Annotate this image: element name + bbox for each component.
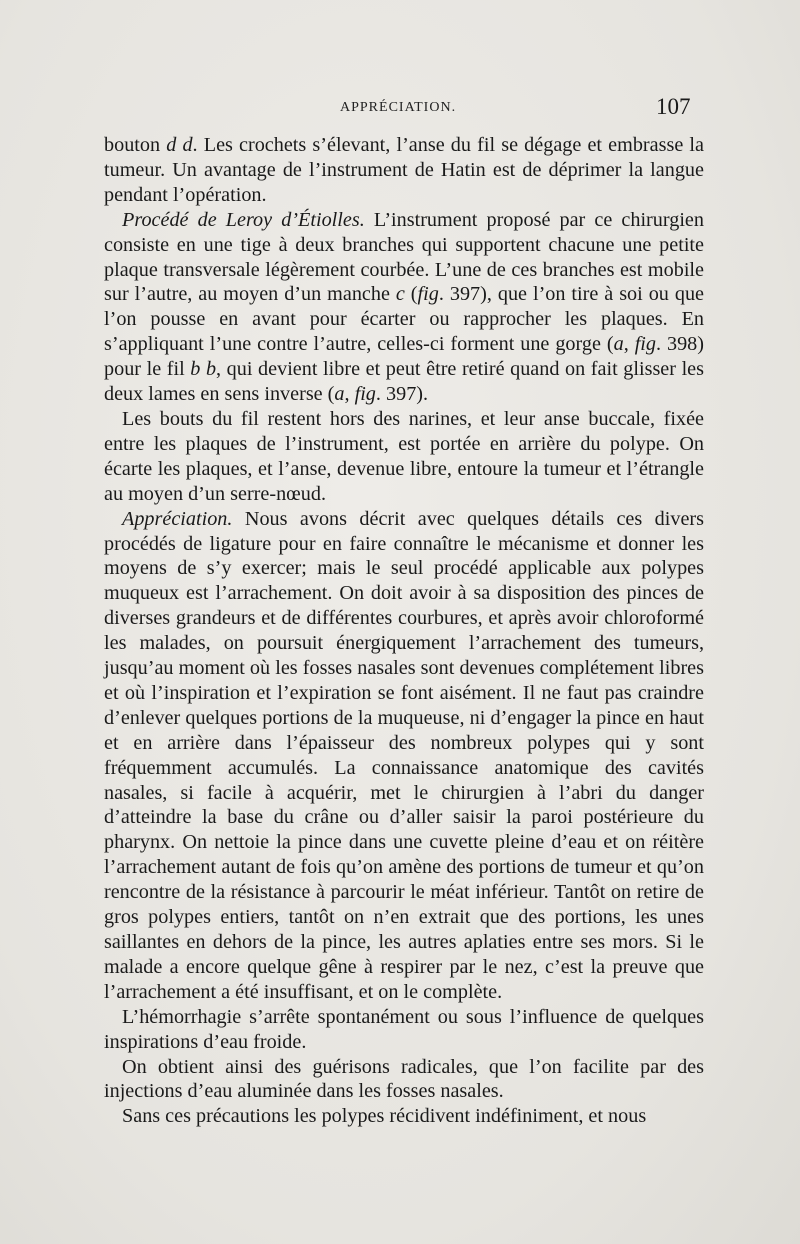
italic-text-segment: Appréciation. [122, 507, 233, 530]
text-segment: Sans ces précautions les polypes récidivent indéfiniment, et nous [122, 1105, 647, 1128]
italic-text-segment: fig [417, 283, 439, 306]
text-segment: , [623, 333, 635, 356]
running-title: APPRÉCIATION. [340, 100, 457, 115]
text-segment: L’instrument proposé par ce chirurgien consiste en une tige à deux branches qui supportent chacune une petite plaque transversale légèrement courbée. L’une de ces branches est mobile sur l’autre, au moyen d’un manche [104, 208, 704, 306]
paragraph [104, 407, 704, 507]
text-segment: . 398) pour le fil [104, 333, 704, 381]
text-segment: bouton [104, 134, 167, 156]
italic-text-segment: fig [354, 383, 376, 406]
text-segment: Les bouts du fil restent hors des narines, et leur anse buccale, fixée entre les plaques de l’instrument, est portée en arrière du polype. On écarte les plaques, et l’anse, devenue libre, entoure la tumeur et l’étrangle au moyen d’un serre-nœud. [104, 407, 704, 505]
text-segment: . 397). [375, 383, 429, 406]
paragraph [104, 208, 704, 407]
paragraph [104, 1055, 704, 1105]
italic-text-segment: fig [634, 333, 656, 356]
paragraph [104, 133, 704, 208]
italic-text-segment: a [334, 383, 345, 406]
italic-text-segment: b b [190, 358, 217, 381]
italic-text-segment: c [395, 283, 405, 306]
italic-text-segment: Procédé de Leroy d’Étiolles. [122, 208, 365, 231]
paragraph [104, 1005, 704, 1055]
body-text [104, 133, 704, 1129]
text-segment: On obtient ainsi des guérisons radicales, que l’on facilite par des injections d’eau aluminée dans les fosses nasales. [104, 1055, 704, 1103]
text-segment: Nous avons décrit avec quelques détails ces divers procédés de ligature pour en faire connaître le mécanisme et donner les moyens de s’y exercer; mais le seul procédé applicable aux polypes muqueux est l’arrachement. On doit avoir à sa disposition des pinces de diverses grandeurs et de différentes courbures, et après avoir chloroformé les malades, on poursuit énergiquement l’arrachement des tumeurs, jusqu’au moment où les fosses nasales sont devenues complétement libres et où l’inspiration et l’expiration se font aisément. Il ne faut pas craindre d’enlever quelques portions de la muqueuse, ni d’engager la pince en haut et en arrière dans l’épaisseur des nombreux polypes qui y sont fréquemment accumulés. La connaissance anatomique des cavités nasales, si facile à acquérir, met le chirurgien à l’abri du danger d’atteindre la base du crâne ou d’aller saisir la paroi postérieure du pharynx. On nettoie la pince dans une cuvette pleine d’eau et on réitère l’arrachement autant de fois qu’on amène des portions de tumeur et qu’on rencontre de la résistance à parcourir le méat inférieur. Tantôt on retire de gros polypes entiers, tantôt on n’en extrait que des portions, les unes saillantes en dehors de la pince, les autres aplaties entre ses mors. Si le malade a encore quelque gêne à respirer par le nez, c’est la preuve que l’arrachement a été insuffisant, et on le complète. [104, 507, 704, 1003]
text-segment: , qui devient libre et peut être retiré quand on fait glisser les deux lames en sens inverse ( [104, 358, 705, 406]
paragraph [104, 507, 704, 1005]
text-segment: L’hémorrhagie s’arrête spontanément ou sous l’influence de quelques inspirations d’eau froide. [104, 1005, 704, 1053]
text-segment: . Les crochets s’élevant, l’anse du fil se dégage et embrasse la tumeur. Un avantage de l’instrument de Hatin est de déprimer la langue pendant l’opération. [104, 134, 704, 206]
italic-text-segment: a [613, 333, 624, 356]
page-number: 107 [656, 94, 691, 119]
text-segment: . 397), que l’on tire à soi ou que l’on pousse en avant pour écarter ou rapprocher les plaques. En s’appliquant l’une contre l’autre, celles-ci forment une gorge ( [104, 283, 704, 356]
italic-text-segment: d d [166, 134, 193, 156]
paragraph [104, 1104, 704, 1129]
text-segment: ( [404, 283, 418, 306]
text-segment: , [344, 383, 355, 406]
